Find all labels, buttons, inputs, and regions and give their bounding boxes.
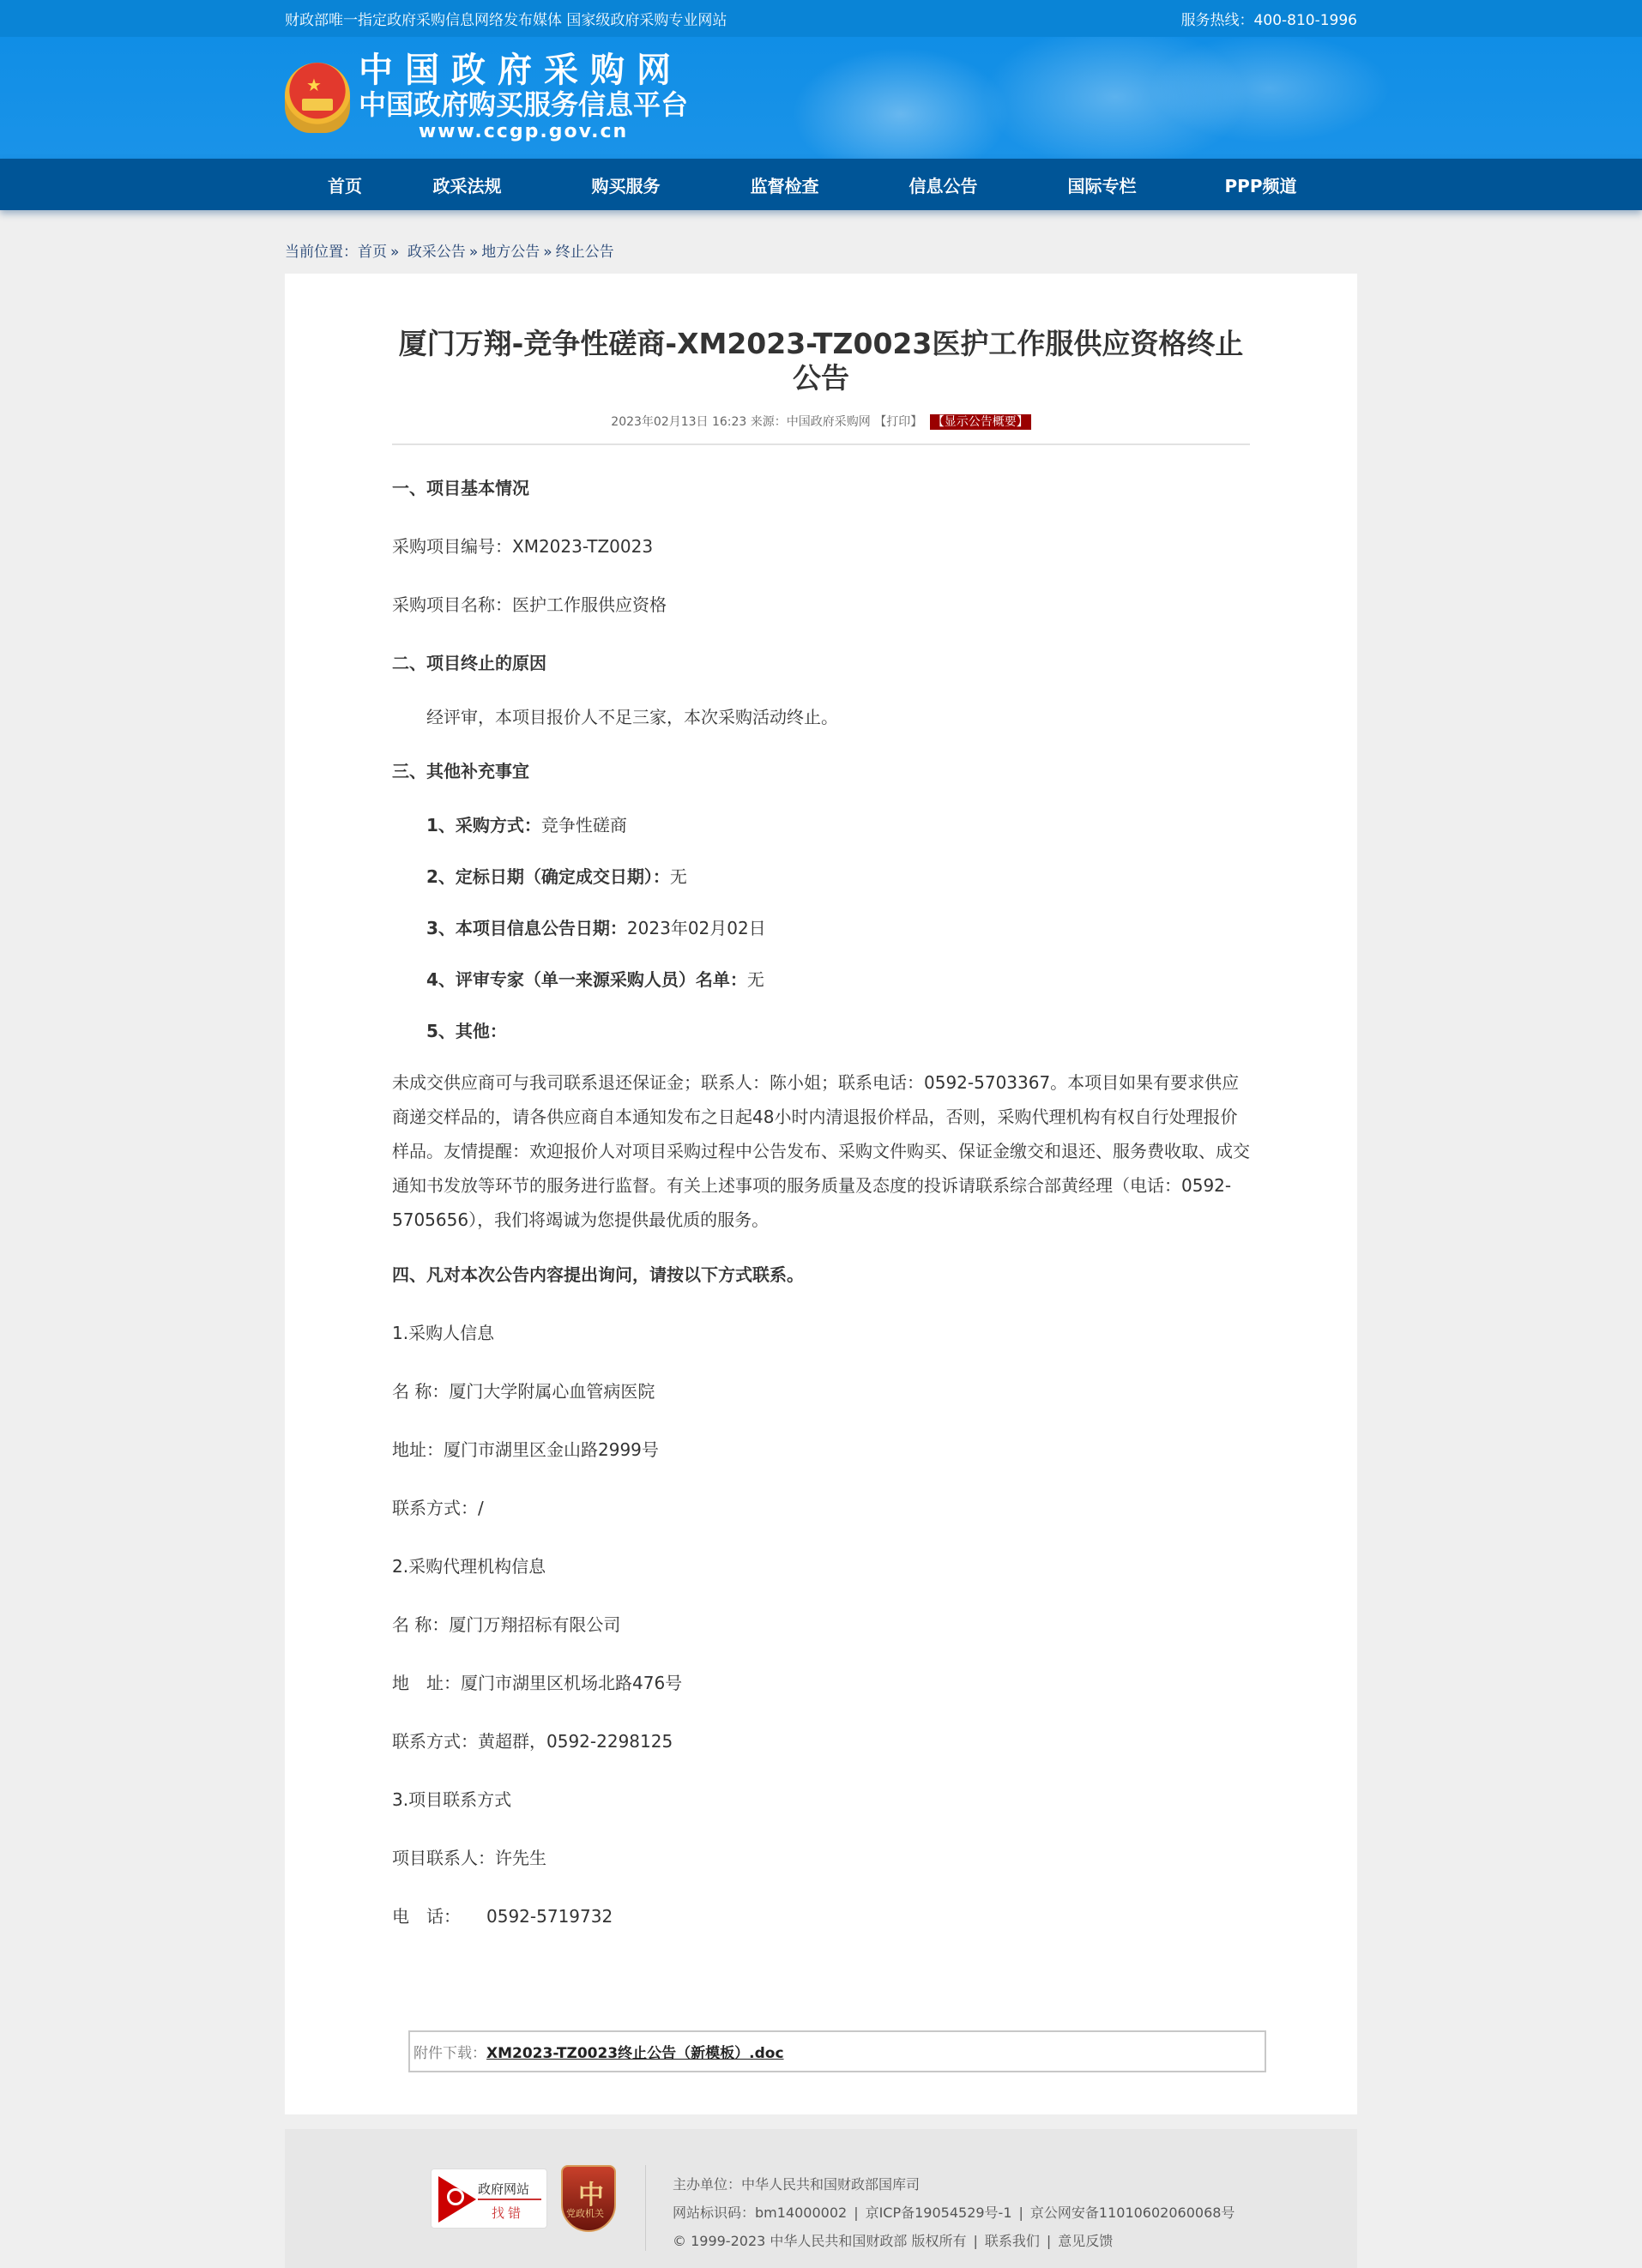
contact-us-link[interactable]: 联系我们 <box>984 2233 1040 2249</box>
nav-item-home[interactable]: 首页 <box>328 175 362 196</box>
purchaser-address: 地址：厦门市湖里区金山路2999号 <box>392 1439 659 1460</box>
site-code: 网站标识码：bm14000002 <box>673 2205 848 2221</box>
show-summary-button[interactable]: 【显示公告概要】 <box>930 414 1031 430</box>
site-tagline: 财政部唯一指定政府采购信息网络发布媒体 国家级政府采购专业网站 <box>285 12 727 29</box>
gov-site-error-report-badge[interactable]: 政府网站 找错 <box>431 2168 547 2229</box>
nav-item-international[interactable]: 国际专栏 <box>1067 175 1137 196</box>
supplement-item: 2、定标日期（确定成交日期）：无 <box>426 866 687 887</box>
purchaser-name: 名 称：厦门大学附属心血管病医院 <box>392 1381 655 1402</box>
breadcrumb-local-announcements[interactable]: 地方公告 <box>481 244 540 261</box>
attachment-box <box>408 2030 1266 2072</box>
nav-item-announcements[interactable]: 信息公告 <box>909 175 978 196</box>
project-number: 采购项目编号：XM2023-TZ0023 <box>392 536 654 557</box>
magnifier-icon <box>447 2188 464 2205</box>
breadcrumb: 当前位置：首页 » 政采公告 » 地方公告 » 终止公告 <box>285 244 614 261</box>
section-heading: 二、项目终止的原因 <box>392 653 546 673</box>
national-emblem-icon: ★ <box>285 63 350 133</box>
police-record-link[interactable]: 京公网安备11010602060068号 <box>1029 2205 1235 2221</box>
publish-datetime: 2023年02月13日 16:23 <box>611 415 747 429</box>
site-logo[interactable] <box>359 51 688 144</box>
host-unit: 主办单位：中华人民共和国财政部国库司 <box>673 2176 921 2193</box>
purchaser-contact: 联系方式：/ <box>392 1498 484 1518</box>
agency-name: 名 称：厦门万翔招标有限公司 <box>392 1614 621 1635</box>
print-link[interactable]: 【打印】 <box>874 415 923 429</box>
project-name: 采购项目名称：医护工作服供应资格 <box>392 594 667 615</box>
project-contact-heading: 3.项目联系方式 <box>392 1789 512 1810</box>
feedback-link[interactable]: 意见反馈 <box>1058 2233 1114 2249</box>
icp-link[interactable]: 京ICP备19054529号-1 <box>865 2205 1012 2221</box>
footer-info: 主办单位：中华人民共和国财政部国库司 网站标识码：bm14000002 | 京ICP备19054529号-1 | 京公网安备11010602060068号 © 1999-2023 中华人民共和国财政部 版权所有 | 联系我们 | 意见反馈 <box>673 2170 1235 2255</box>
project-contact-phone: 电 话： 0592-5719732 <box>392 1906 613 1927</box>
nav-item-regulations[interactable]: 政采法规 <box>432 175 502 196</box>
agency-address: 地 址：厦门市湖里区机场北路476号 <box>392 1673 683 1693</box>
breadcrumb-home[interactable]: 首页 <box>358 244 387 261</box>
logo-title: 中国政府采购网 <box>359 51 683 90</box>
agency-heading: 2.采购代理机构信息 <box>392 1556 546 1577</box>
header-banner <box>0 37 1642 159</box>
top-bar <box>0 0 1642 37</box>
article-meta <box>392 413 1250 431</box>
service-hotline: 服务热线：400-810-1996 <box>1180 12 1357 29</box>
section-heading: 一、项目基本情况 <box>392 478 529 498</box>
article-panel <box>285 274 1357 2114</box>
project-contact-person: 项目联系人：许先生 <box>392 1848 546 1868</box>
article-title: 厦门万翔-竞争性磋商-XM2023-TZ0023医护工作服供应资格终止公告 <box>398 327 1244 395</box>
nav-item-supervision[interactable]: 监督检查 <box>750 175 819 196</box>
article-body <box>392 476 1250 1928</box>
breadcrumb-gov-announcements[interactable]: 政采公告 <box>407 244 466 261</box>
nav-item-purchase-services[interactable]: 购买服务 <box>591 175 661 196</box>
termination-reason: 经评审，本项目报价人不足三家，本次采购活动终止。 <box>426 707 838 727</box>
agency-contact: 联系方式：黄超群，0592-2298125 <box>392 1731 673 1752</box>
logo-subtitle: 中国政府购买服务信息平台 <box>359 88 689 121</box>
section-heading: 四、凡对本次公告内容提出询问，请按以下方式联系。 <box>392 1264 804 1285</box>
attachment-label: 附件下载： <box>414 2045 486 2062</box>
party-gov-emblem-icon: 中 <box>578 2181 604 2211</box>
nav-item-ppp[interactable]: PPP频道 <box>1224 175 1297 196</box>
breadcrumb-termination[interactable]: 终止公告 <box>555 244 614 261</box>
logo-url: www.ccgp.gov.cn <box>418 121 629 142</box>
footer-divider <box>645 2165 646 2251</box>
purchaser-heading: 1.采购人信息 <box>392 1323 495 1343</box>
supplement-item: 4、评审专家（单一来源采购人员）名单：无 <box>426 969 764 990</box>
copyright: © 1999-2023 中华人民共和国财政部 版权所有 <box>673 2233 967 2249</box>
supplement-item: 1、采购方式：竞争性磋商 <box>426 815 627 835</box>
breadcrumb-label: 当前位置： <box>285 244 358 261</box>
section-heading: 三、其他补充事宜 <box>392 761 529 781</box>
title-divider <box>392 443 1250 445</box>
article-source: 来源：中国政府采购网 <box>750 415 871 429</box>
supplement-item: 5、其他： <box>426 1021 507 1041</box>
supplement-item: 3、本项目信息公告日期：2023年02月02日 <box>426 918 766 938</box>
other-notes: 未成交供应商可与我司联系退还保证金；联系人：陈小姐；联系电话：0592-5703367。本项目如果有要求供应商递交样品的，请各供应商自本通知发布之日起48小时内清退报价样品，否则，采购代理机构有权自行处理报价样品。友情提醒：欢迎报价人对项目采购过程中公告发布、采购文件购买、保证金缴交和退还、服务费收取、成交通知书发放等环节的服务进行监督。有关上述事项的服务质量及态度的投诉请联系综合部黄经理（电话：0592-5705656），我们将竭诚为您提供最优质的服务。 <box>392 1072 1250 1230</box>
party-gov-organ-badge[interactable]: 中 党政机关 <box>561 2165 616 2232</box>
main-nav <box>0 159 1642 210</box>
footer <box>285 2129 1357 2268</box>
attachment-download-link[interactable]: XM2023-TZ0023终止公告（新模板）.doc <box>486 2045 784 2062</box>
